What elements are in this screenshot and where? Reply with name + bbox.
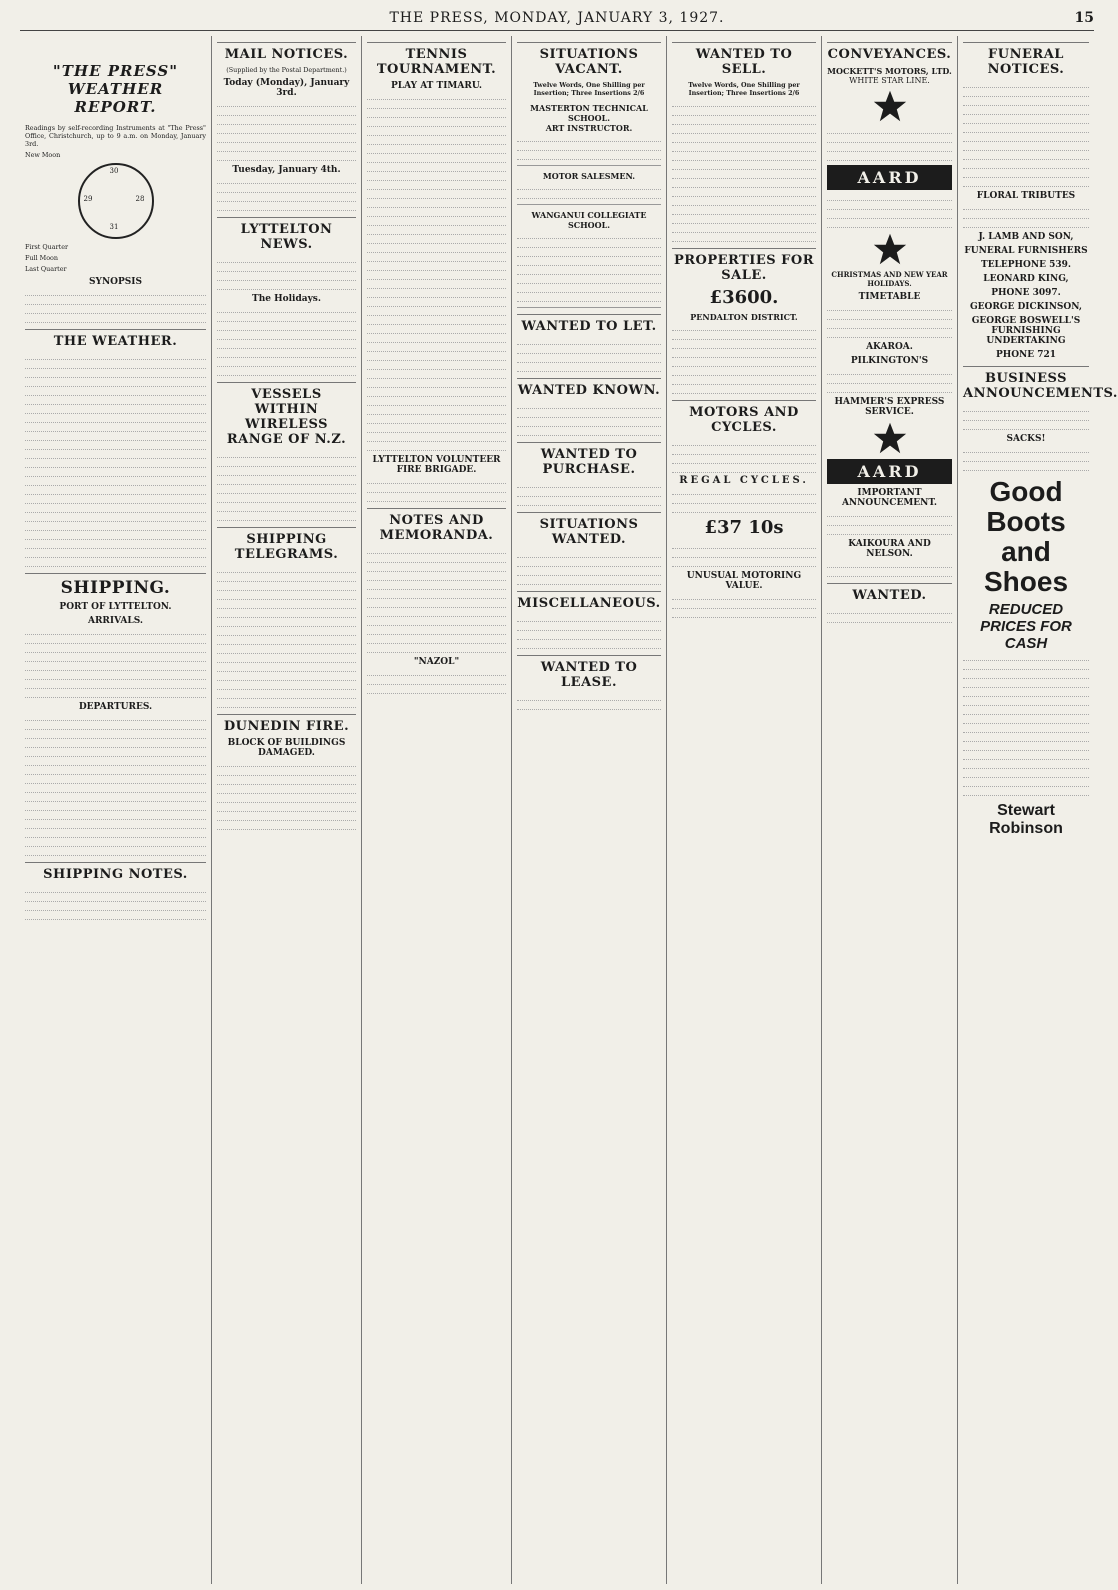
aard-logo: AARD xyxy=(827,165,952,190)
ad-salesmen xyxy=(517,168,661,205)
conveyances-heading: CONVEYANCES. xyxy=(827,42,952,62)
column-weather-shipping xyxy=(20,36,212,1584)
art-instructor-heading: ART INSTRUCTOR. xyxy=(545,123,633,133)
mail-notices-heading: MAIL NOTICES. xyxy=(217,42,356,62)
white-star-icon xyxy=(873,421,907,455)
cycle-price: £37 10s xyxy=(704,517,784,538)
aard-logo: AARD xyxy=(827,459,952,484)
christmas-heading: CHRISTMAS AND NEW YEAR HOLIDAYS. xyxy=(831,270,948,288)
wanted-heading: WANTED. xyxy=(827,583,952,603)
masterton-heading: MASTERTON TECHNICAL SCHOOL. xyxy=(530,103,648,123)
pilkington-heading: PILKINGTON'S xyxy=(850,356,929,366)
moon-phase-last: Last Quarter xyxy=(25,265,67,273)
situations-wanted-heading: SITUATIONS WANTED. xyxy=(517,512,661,547)
stewart-robinson: Stewart Robinson xyxy=(989,802,1063,837)
phone-3097: PHONE 3097. xyxy=(991,288,1061,298)
holidays-heading: The Holidays. xyxy=(252,294,321,304)
wanted-let-heading: WANTED TO LET. xyxy=(517,314,661,334)
dunedin-fire-heading: DUNEDIN FIRE. xyxy=(217,714,356,734)
departures-heading: DEPARTURES. xyxy=(78,702,153,712)
properties-heading: PROPERTIES FOR SALE. xyxy=(672,248,816,283)
motors-cycles-heading: MOTORS AND CYCLES. xyxy=(672,400,816,435)
arrivals-heading: ARRIVALS. xyxy=(87,616,144,626)
property-price: £3600. xyxy=(709,287,779,308)
moon-phase-first: First Quarter xyxy=(25,243,69,251)
akaroa-heading: AKAROA. xyxy=(866,342,913,352)
wanted-purchase-heading: WANTED TO PURCHASE. xyxy=(517,442,661,477)
kaikoura-heading: KAIKOURA AND NELSON. xyxy=(848,539,931,559)
weather-subtitle: Readings by self-recording Instruments at "The Press" Office, Christchurch, up to 9 a.m. on Monday, January 3rd. xyxy=(25,124,206,148)
notes-memoranda-heading: NOTES AND MEMORANDA. xyxy=(367,508,506,543)
sacks-heading: SACKS! xyxy=(1006,434,1046,444)
shipping-notes-heading: SHIPPING NOTES. xyxy=(25,862,206,882)
ad-masterton xyxy=(517,100,661,166)
phone-721: PHONE 721 xyxy=(995,350,1057,360)
business-announcements-heading: BUSINESS ANNOUNCEMENTS. xyxy=(963,366,1089,401)
nazol-heading: "NAZOL" xyxy=(413,657,460,667)
reduced-prices: REDUCED PRICES FOR CASH xyxy=(980,601,1072,652)
leonard-king-heading: LEONARD KING, xyxy=(983,274,1069,284)
regal-cycles-heading: REGAL CYCLES. xyxy=(679,475,809,486)
column-conveyances xyxy=(822,36,958,1584)
tennis-heading: TENNIS TOURNAMENT. xyxy=(367,42,506,77)
moon-phase-full: Full Moon xyxy=(25,254,59,262)
column-funeral-boots xyxy=(958,36,1118,1584)
synopsis-heading: SYNOPSIS xyxy=(89,277,142,287)
mail-subtitle: (Supplied by the Postal Department.) xyxy=(226,66,347,74)
dunedin-fire-sub: BLOCK OF BUILDINGS DAMAGED. xyxy=(227,738,346,758)
good-boots-line2: and Shoes xyxy=(983,536,1069,597)
mail-tuesday: Tuesday, January 4th. xyxy=(232,165,341,175)
lamb-sub: FUNERAL FURNISHERS xyxy=(964,246,1088,256)
wanted-lease-heading: WANTED TO LEASE. xyxy=(517,655,661,690)
important-heading: IMPORTANT ANNOUNCEMENT. xyxy=(841,488,938,508)
undertaking-heading: GEORGE BOSWELL'S FURNISHING UNDERTAKING xyxy=(971,316,1081,346)
weather-report-title: "THE PRESS" WEATHER REPORT. xyxy=(52,62,179,116)
wanted-known-heading: WANTED KNOWN. xyxy=(517,378,661,398)
salesmen-heading: MOTOR SALESMEN. xyxy=(542,171,636,181)
funeral-notices-heading: FUNERAL NOTICES. xyxy=(963,42,1089,77)
tennis-sub: PLAY AT TIMARU. xyxy=(391,81,482,91)
lamb-heading: J. LAMB AND SON, xyxy=(978,232,1074,242)
port-heading: PORT OF LYTTELTON. xyxy=(59,602,172,612)
situations-vacant-heading: SITUATIONS VACANT. xyxy=(517,42,661,77)
moon-phase-new: New Moon xyxy=(25,151,61,159)
mail-today: Today (Monday), January 3rd. xyxy=(223,78,350,98)
page-number: 15 xyxy=(1074,10,1094,26)
floral-tributes-heading: FLORAL TRIBUTES xyxy=(976,191,1076,201)
weather-heading: THE WEATHER. xyxy=(25,329,206,349)
situations-rate: Twelve Words, One Shilling per Insertion; Three Insertions 2/6 xyxy=(533,81,645,97)
sell-rate: Twelve Words, One Shilling per Insertion; Three Insertions 2/6 xyxy=(688,81,800,97)
unusual-value-heading: UNUSUAL MOTORING VALUE. xyxy=(686,571,802,591)
hammer-heading: HAMMER'S EXPRESS SERVICE. xyxy=(834,397,945,417)
white-star-icon xyxy=(873,232,907,266)
shipping-telegrams-heading: SHIPPING TELEGRAMS. xyxy=(217,527,356,562)
column-mail-lyttelton xyxy=(212,36,362,1584)
masthead-title: THE PRESS, MONDAY, JANUARY 3, 1927. xyxy=(389,10,725,26)
timetable-heading: TIMETABLE xyxy=(858,292,921,302)
barometer-dial: 30 28 31 29 xyxy=(78,163,154,239)
pendalton-heading: PENDALTON DISTRICT. xyxy=(690,312,798,322)
white-star-heading: WHITE STAR LINE. xyxy=(849,76,930,85)
wanted-sell-heading: WANTED TO SELL. xyxy=(672,42,816,77)
good-boots-line1: Good Boots xyxy=(986,476,1066,537)
wanganui-heading: WANGANUI COLLEGIATE SCHOOL. xyxy=(531,210,647,230)
good-boots-ad xyxy=(963,477,1089,652)
column-tennis-notes xyxy=(362,36,512,1584)
column-wanted-sell xyxy=(667,36,822,1584)
dickinson-heading: GEORGE DICKINSON, xyxy=(969,302,1083,312)
shipping-heading: SHIPPING. xyxy=(25,573,206,598)
masthead xyxy=(20,8,1094,31)
lyttelton-news-heading: LYTTELTON NEWS. xyxy=(217,217,356,252)
ad-wanganui xyxy=(517,207,661,308)
telephone-539: TELEPHONE 539. xyxy=(981,260,1071,270)
mockett-heading: MOCKETT'S MOTORS, LTD. xyxy=(827,66,952,76)
miscellaneous-heading: MISCELLANEOUS. xyxy=(517,591,661,611)
vessels-heading: VESSELS WITHIN WIRELESS RANGE OF N.Z. xyxy=(217,382,356,447)
column-situations xyxy=(512,36,667,1584)
fire-brigade-heading: LYTTELTON VOLUNTEER FIRE BRIGADE. xyxy=(372,455,501,475)
white-star-icon xyxy=(873,89,907,123)
